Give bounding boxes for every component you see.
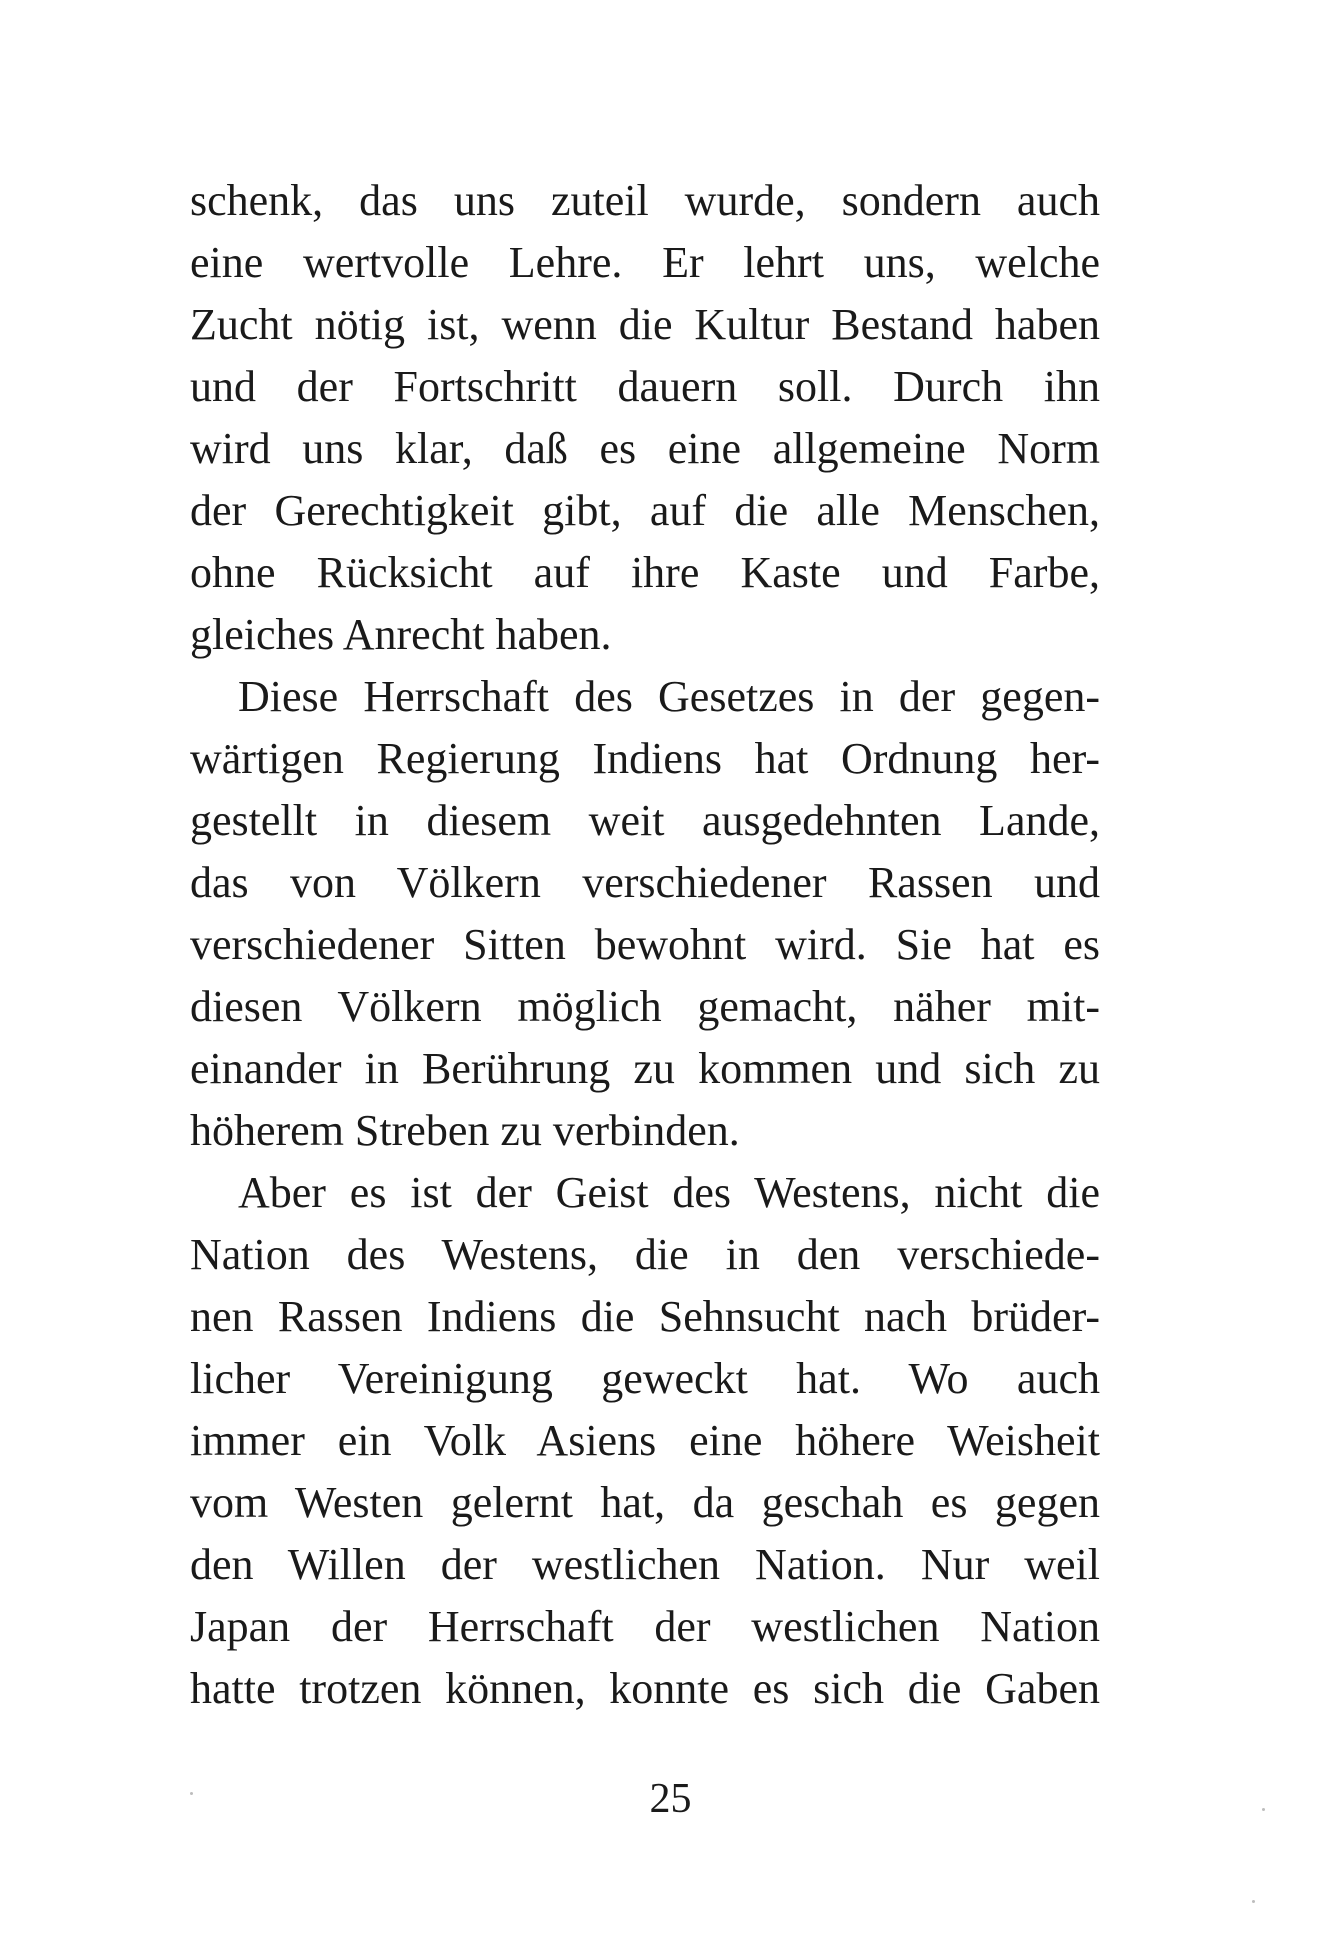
text-line: den Willen der westlichen Nation. Nur weil bbox=[190, 1540, 1100, 1589]
text-line: ohne Rücksicht auf ihre Kaste und Farbe, bbox=[190, 548, 1100, 597]
text-line: gestellt in diesem weit ausgedehnten Lande, bbox=[190, 796, 1100, 845]
text-line: eine wertvolle Lehre. Er lehrt uns, welche bbox=[190, 238, 1100, 287]
text-line: Nation des Westens, die in den verschiede- bbox=[190, 1230, 1100, 1279]
text-line: licher Vereinigung geweckt hat. Wo auch bbox=[190, 1354, 1100, 1403]
text-line: vom Westen gelernt hat, da geschah es gegen bbox=[190, 1478, 1100, 1527]
text-line: und der Fortschritt dauern soll. Durch ihn bbox=[190, 362, 1100, 411]
text-line: diesen Völkern möglich gemacht, näher mit- bbox=[190, 982, 1100, 1031]
text-line: wird uns klar, daß es eine allgemeine Norm bbox=[190, 424, 1100, 473]
text-line: das von Völkern verschiedener Rassen und bbox=[190, 858, 1100, 907]
paper-speck bbox=[190, 1792, 193, 1795]
text-line: Japan der Herrschaft der westlichen Nation bbox=[190, 1602, 1100, 1651]
text-line: wärtigen Regierung Indiens hat Ordnung her- bbox=[190, 734, 1100, 783]
body-text bbox=[190, 170, 1100, 1720]
text-line: höherem Streben zu verbinden. bbox=[190, 1106, 740, 1155]
text-line: Diese Herrschaft des Gesetzes in der gegen- bbox=[238, 672, 1100, 721]
text-line: schenk, das uns zuteil wurde, sondern auch bbox=[190, 176, 1100, 225]
text-line: verschiedener Sitten bewohnt wird. Sie hat es bbox=[190, 920, 1100, 969]
text-line: einander in Berührung zu kommen und sich zu bbox=[190, 1044, 1100, 1093]
text-line: immer ein Volk Asiens eine höhere Weisheit bbox=[190, 1416, 1100, 1465]
text-line: Zucht nötig ist, wenn die Kultur Bestand haben bbox=[190, 300, 1100, 349]
text-line: Aber es ist der Geist des Westens, nicht die bbox=[238, 1168, 1100, 1217]
text-line: gleiches Anrecht haben. bbox=[190, 610, 612, 659]
paper-speck bbox=[1262, 1808, 1265, 1811]
text-line: nen Rassen Indiens die Sehnsucht nach brüder- bbox=[190, 1292, 1100, 1341]
page-number: 25 bbox=[649, 1776, 692, 1822]
text-line: hatte trotzen können, konnte es sich die Gaben bbox=[190, 1664, 1100, 1713]
paper-speck bbox=[1252, 1900, 1255, 1903]
text-line: der Gerechtigkeit gibt, auf die alle Menschen, bbox=[190, 486, 1100, 535]
